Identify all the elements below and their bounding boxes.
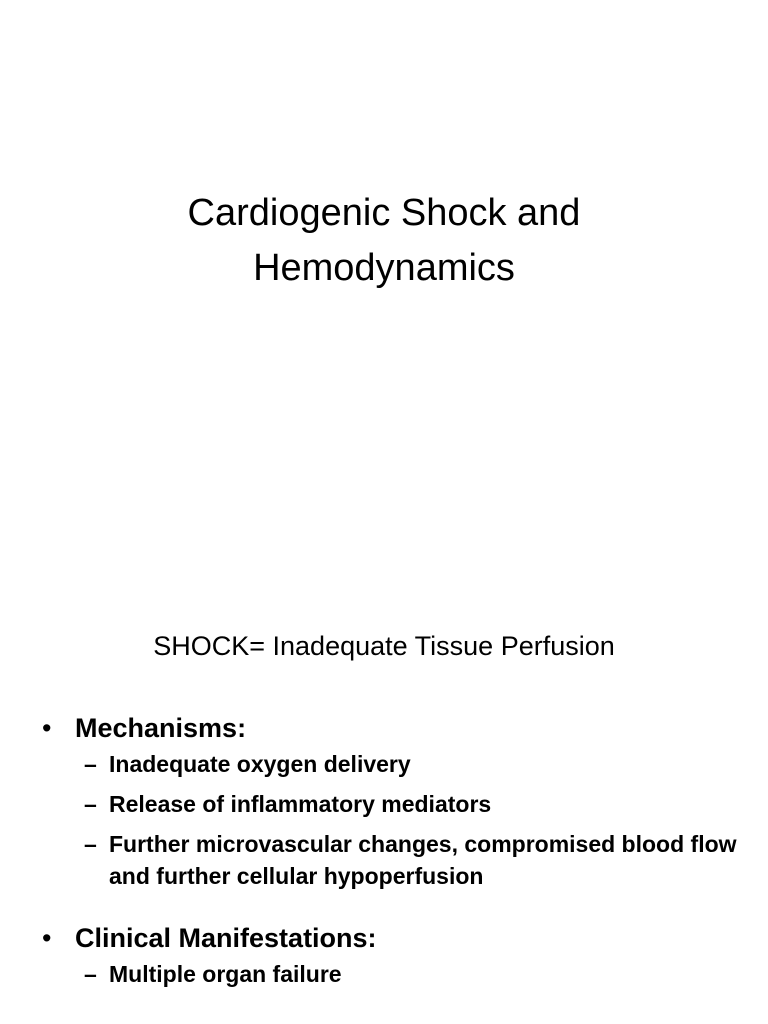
bullet-label: Mechanisms: xyxy=(75,713,247,743)
bullet-group-mechanisms xyxy=(42,710,742,892)
sub-list xyxy=(42,748,742,892)
dash-glyph: – xyxy=(84,791,97,817)
sub-item-text: Release of inflammatory mediators xyxy=(109,791,492,817)
sub-item xyxy=(42,958,742,990)
content-slide xyxy=(0,576,768,1024)
bullet-item xyxy=(42,920,742,956)
sub-item-text: Inadequate oxygen delivery xyxy=(109,751,411,777)
dash-glyph: – xyxy=(84,831,97,857)
sub-item xyxy=(42,828,742,892)
sub-item-text: Further microvascular changes, compromised blood flow and further cellular hypoperfusion xyxy=(109,831,737,889)
sub-item xyxy=(42,748,742,780)
slide-title xyxy=(0,186,768,296)
bullet-list xyxy=(42,710,742,1018)
sub-item xyxy=(42,788,742,820)
dash-glyph: – xyxy=(84,961,97,987)
bullet-label: Clinical Manifestations: xyxy=(75,923,377,953)
bullet-group-clinical xyxy=(42,920,742,990)
sub-list xyxy=(42,958,742,990)
sub-item-text: Multiple organ failure xyxy=(109,961,342,987)
bullet-glyph: • xyxy=(42,923,52,953)
bullet-glyph: • xyxy=(42,713,52,743)
dash-glyph: – xyxy=(84,751,97,777)
bullet-item xyxy=(42,710,742,746)
title-line-1: Cardiogenic Shock and xyxy=(187,192,581,234)
title-line-2: Hemodynamics xyxy=(253,247,515,289)
slide-subtitle: SHOCK= Inadequate Tissue Perfusion xyxy=(153,631,615,661)
